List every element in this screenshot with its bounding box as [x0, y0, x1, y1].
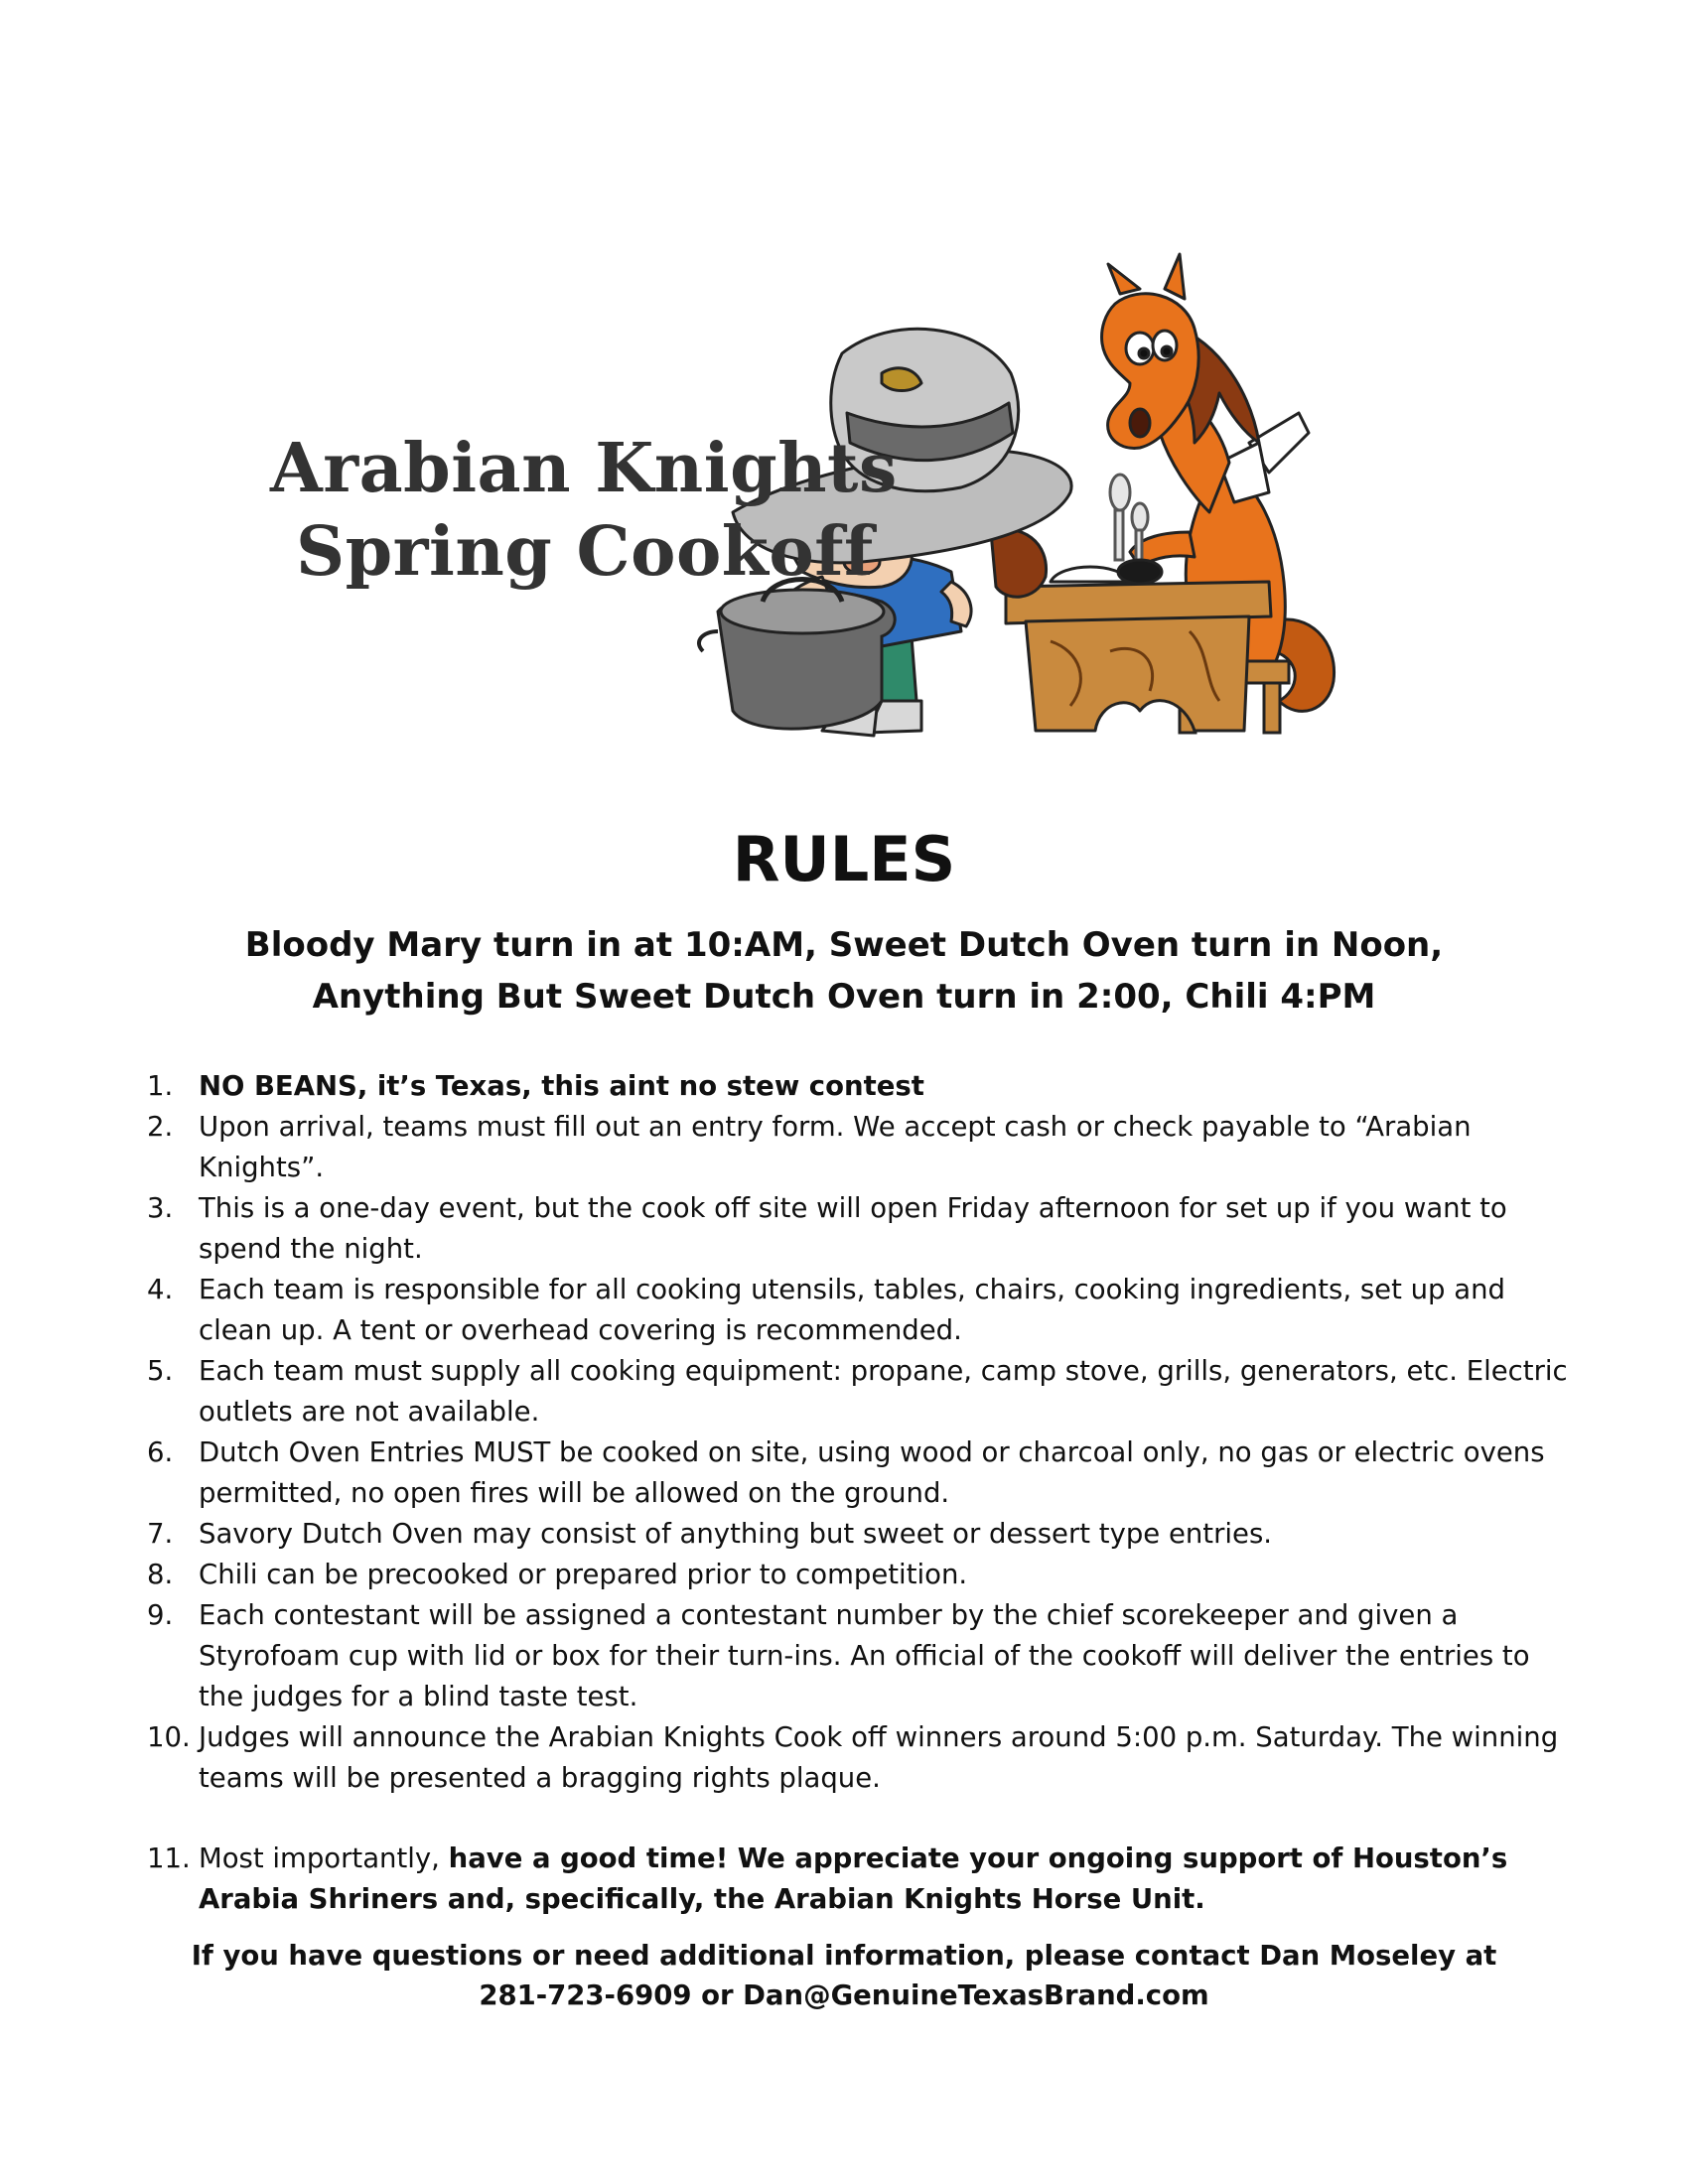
utensils — [1110, 475, 1148, 568]
rule-text: Each team must supply all cooking equipment: propane, camp stove, grills, generators, etc. Electric outlets are not available. — [199, 1355, 1568, 1428]
schedule-line1: Bloody Mary turn in at 10:AM, Sweet Dutch Oven turn in Noon, — [244, 925, 1444, 965]
rule-text: NO BEANS, it’s Texas, this aint no stew contest — [199, 1070, 924, 1102]
rule-number: 1. — [147, 1070, 174, 1102]
schedule-line2: Anything But Sweet Dutch Oven turn in 2:00, Chili 4:PM — [312, 977, 1376, 1017]
rule-number: 9. — [147, 1599, 174, 1631]
banner-title-line2: Spring Cookoff — [296, 512, 874, 592]
contact-line1: If you have questions or need additional information, please contact Dan Moseley at — [191, 1940, 1497, 1972]
rule-text-plain: Most importantly, — [199, 1843, 449, 1874]
rule-item — [147, 1595, 1577, 1717]
rules-heading: RULES — [732, 823, 956, 895]
banner-title-line1: Arabian Knights — [270, 429, 898, 508]
rule-number: 4. — [147, 1274, 174, 1305]
rule-number: 2. — [147, 1111, 174, 1143]
rule-text: Each team is responsible for all cooking utensils, tables, chairs, cooking ingredients, set up and clean up. A tent or overhead covering is recommended. — [199, 1274, 1505, 1346]
rule-item — [147, 1188, 1577, 1270]
rule-item — [147, 1514, 1577, 1555]
dutch-oven-pot — [699, 580, 895, 730]
rule-text: Chili can be precooked or prepared prior to competition. — [199, 1559, 968, 1590]
rule-number: 5. — [147, 1355, 174, 1387]
rule-number: 3. — [147, 1192, 174, 1224]
contact-line2: 281-723-6909 or Dan@GenuineTexasBrand.com — [479, 1979, 1209, 2011]
banner-title — [270, 427, 898, 594]
rule-item — [147, 1351, 1577, 1433]
rule-item — [147, 1270, 1577, 1351]
rule-number: 11. — [147, 1843, 191, 1874]
rule-number: 7. — [147, 1518, 174, 1550]
rule-item — [147, 1066, 1577, 1107]
contact-info — [0, 1936, 1688, 2015]
rules-list — [147, 1066, 1577, 1920]
rule-number: 6. — [147, 1436, 174, 1468]
rule-number: 10. — [147, 1721, 191, 1753]
wooden-table — [1006, 560, 1271, 731]
rule-text: Savory Dutch Oven may consist of anything but sweet or dessert type entries. — [199, 1518, 1273, 1550]
rule-text: This is a one-day event, but the cook off site will open Friday afternoon for set up if you want to spend the night. — [199, 1192, 1507, 1265]
rule-text: Upon arrival, teams must fill out an entry form. We accept cash or check payable to “Arabian Knights”. — [199, 1111, 1472, 1183]
rule-item — [147, 1555, 1577, 1595]
rule-text: Each contestant will be assigned a contestant number by the chief scorekeeper and given a Styrofoam cup with lid or box for their turn-ins. An official of the cookoff will deliver the entries to the judges for a blind taste test. — [199, 1599, 1530, 1712]
turn-in-schedule — [0, 919, 1688, 1023]
rule-number: 8. — [147, 1559, 174, 1590]
rule-text-bold: have a good time! We appreciate your ongoing support of Houston’s Arabia Shriners and, specifically, the Arabian Knights Horse Unit. — [199, 1843, 1508, 1915]
rule-text: Judges will announce the Arabian Knights Cook off winners around 5:00 p.m. Saturday. The winning teams will be presented a bragging rights plaque. — [199, 1721, 1559, 1794]
rule-item — [147, 1839, 1577, 1920]
rule-item — [147, 1107, 1577, 1188]
rule-text: Dutch Oven Entries MUST be cooked on site, using wood or charcoal only, no gas or electric ovens permitted, no open fires will be allowed on the ground. — [199, 1436, 1545, 1509]
rule-item — [147, 1717, 1577, 1799]
rule-item — [147, 1433, 1577, 1514]
